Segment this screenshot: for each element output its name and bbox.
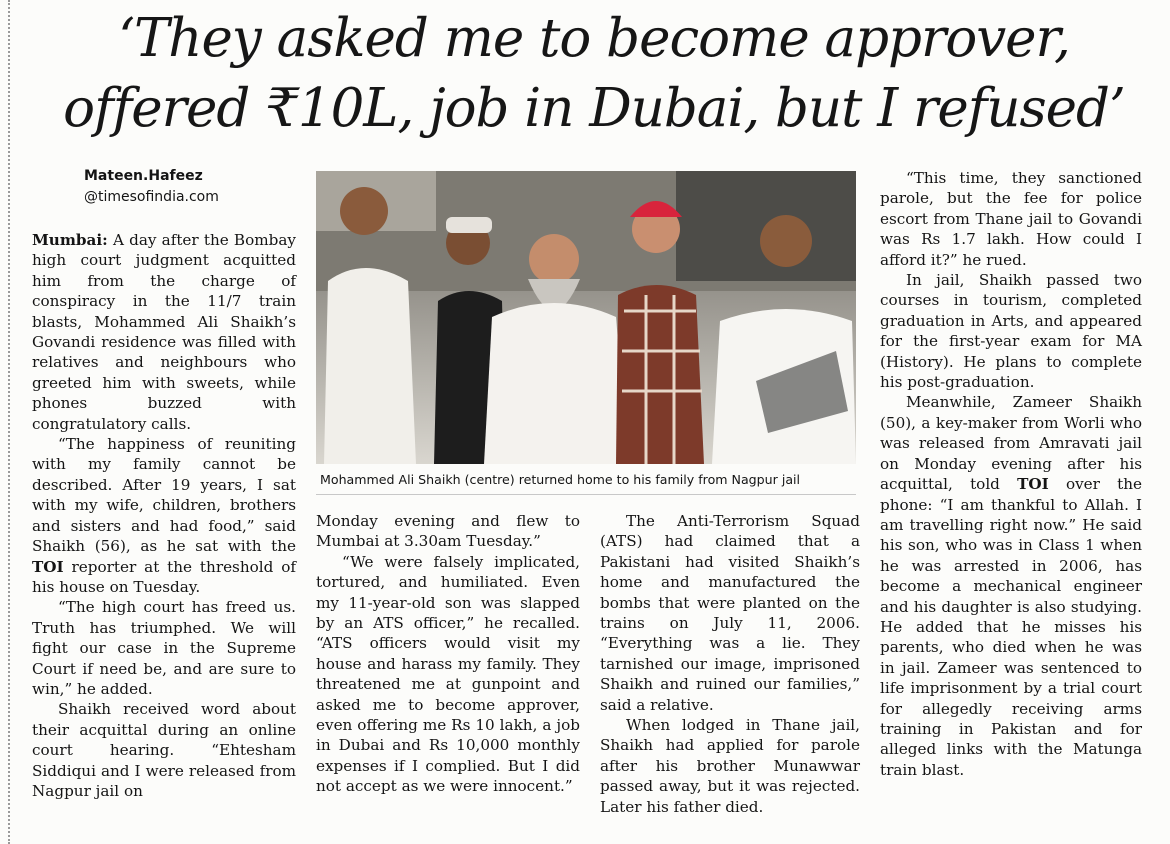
paragraph	[32, 434, 296, 597]
toi-mark: TOI	[32, 557, 64, 576]
dateline: Mumbai:	[32, 231, 108, 249]
paragraph-text: over the phone: “I am thankful to Allah. I am travelling right now.” He said his son, who was in Class 1 when he was arrested in 2006, has become a mechanical engineer and his daughter is also studying. He added that he misses his parents, who died when he was in jail. Zameer was sentenced to life imprisonment by a trial court for allegedly receiving arms training in Pakistan and for alleged links with the Matunga train blast.	[880, 475, 1142, 779]
byline	[84, 166, 284, 208]
paragraph-text: “The happiness of reuniting with my family cannot be described. After 19 years, I sat with my wife, children, brothers and sisters and had food,” said Shaikh (56), as he sat with the	[32, 435, 296, 556]
column-2	[316, 511, 580, 797]
paragraph: “We were falsely implicated, tortured, and humiliated. Even my 11-year-old son was slapped by an ATS officer,” he recalled. “ATS officers would visit my house and harass my family. They threatened me at gunpoint and asked me to become approver, even offering me Rs 10 lakh, a job in Dubai and Rs 10,000 monthly expenses if I complied. But I did not accept as we were innocent.”	[316, 552, 580, 796]
paragraph	[32, 230, 296, 434]
paragraph: “This time, they sanctioned parole, but the fee for police escort from Thane jail to Govandi was Rs 1.7 lakh. How could I afford it?” he rued.	[880, 169, 1142, 269]
headline	[24, 4, 1164, 144]
author-source: @timesofindia.com	[84, 189, 219, 205]
news-photo	[316, 171, 856, 464]
paragraph: The Anti-Terrorism Squad (ATS) had claimed that a Pakistani had visited Shaikh’s home and manufactured the bombs that were planted on the trains on July 11, 2006. “Everything was a lie. They tarnished our image, imprisoned Shaikh and ruined our families,” said a relative.	[600, 512, 860, 714]
author-name: Mateen.Hafeez	[84, 168, 203, 184]
paragraph: “The high court has freed us. Truth has triumphed. We will fight our case in the Supreme Court if need be, and are sure to win,” he added.	[32, 598, 296, 698]
paragraph: When lodged in Thane jail, Shaikh had applied for parole after his brother Munawwar passed away, but it was rejected. Later his father died.	[600, 716, 860, 816]
paragraph	[880, 392, 1142, 780]
toi-mark: TOI	[1017, 475, 1049, 494]
headline-line-2: offered ₹10L, job in Dubai, but I refused’	[63, 78, 1125, 139]
column-3	[600, 511, 860, 817]
column-4	[880, 168, 1142, 780]
paragraph-text: reporter at the threshold of his house on Tuesday.	[32, 557, 297, 596]
paragraph: In jail, Shaikh passed two courses in tourism, completed graduation in Arts, and appeared for the first-year exam for MA (History). He plans to complete his post-graduation.	[880, 271, 1142, 392]
paragraph: Monday evening and flew to Mumbai at 3.30am Tuesday.”	[316, 512, 580, 551]
paragraph-text: A day after the Bombay high court judgment acquitted him from the charge of conspiracy in the 11/7 train blasts, Mohammed Ali Shaikh’s Govandi residence was filled with relatives and neighbours who greeted him with sweets, while phones buzzed with congratulatory calls.	[32, 231, 296, 433]
column-1	[32, 230, 296, 801]
photo-caption: Mohammed Ali Shaikh (centre) returned home to his family from Nagpur jail	[316, 465, 856, 495]
paragraph-text: Meanwhile, Zameer Shaikh (50), a key-maker from Worli who was released from Amravati jail on Monday evening after his acquittal, told	[880, 393, 1142, 494]
column-divider	[8, 0, 10, 844]
paragraph: Shaikh received word about their acquittal during an online court hearing. “Ehtesham Siddiqui and I were released from Nagpur jail on	[32, 700, 296, 800]
headline-line-1: ‘They asked me to become approver,	[118, 8, 1070, 69]
